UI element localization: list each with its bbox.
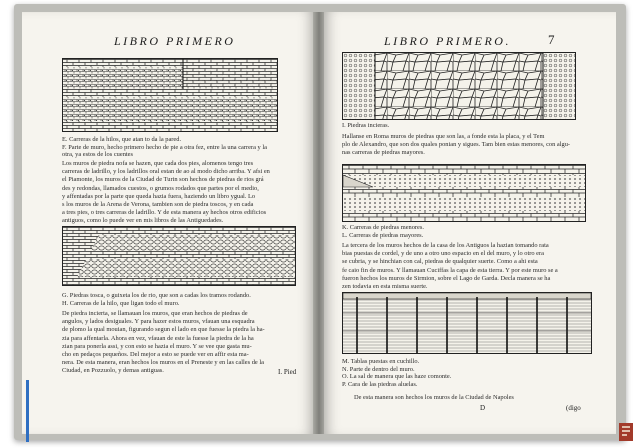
caption-k-l: K. Carreras de piedras menores. L. Carreras de piedras mayores. <box>342 224 424 239</box>
woodcut-masonry-wall-1 <box>62 58 278 132</box>
publisher-logo-icon <box>618 422 634 442</box>
woodcut-layered-wall <box>342 164 586 222</box>
open-book <box>14 4 626 440</box>
caption-g-h: G. Piedras tosca, o guixeta los de rio, que son a cadas los tramos rodando. H. Carreras de la hilo, que ligan todo el muro. <box>62 292 251 307</box>
caption-i: I. Piedras incieras. <box>342 122 390 129</box>
woodcut-plank-wall <box>342 292 592 354</box>
page-number: 7 <box>548 32 555 47</box>
left-paragraph-1: Los muros de piedra nofa se hazen, que cada dos pies, alomenos tengo tres carreras de ladrillo, y los ladrillos oral estan de ao al modo dicho arriba. Y afsi en el Piamonte, los muros de la Ciudad de Turin son hechos de piedras de rios grá des y redondas, llamados cuestos, o grumos rodados que partes por el medio, y affentadas por la parte que queda hazia fuera, haziendo un libro ygual. Lo s los muros de la Arena de Verona, tambien son de piedra toscos, y en cada a tres pies, o tres carreras de ladrillo. Y de esta manera ay hechos otros edificios antiguos, como lo puede ver en mis libros de las Antiguedades. <box>62 160 270 225</box>
left-catchword: I. Pied <box>278 368 297 376</box>
right-paragraph-1: Hallanse en Roma muros de piedras que son las, a fonde esta la placa, y el Tem plo de Alexandro, que son dos quales ponian y sigues. Tam bien estas menores, con algu- nas carreras de piedras mayores. <box>342 133 571 157</box>
bookmark-ribbon <box>26 380 29 442</box>
woodcut-masonry-wall-2 <box>62 226 296 286</box>
right-catchword: (digo <box>566 404 581 412</box>
right-paragraph-3: De esta manera son hechos los muros de la Ciudad de Napoles <box>354 394 514 401</box>
signature-mark: D <box>480 404 486 412</box>
woodcut-polygonal-wall <box>342 52 576 120</box>
right-running-head: LIBRO PRIMERO. <box>384 34 511 48</box>
left-paragraph-2: De piedra incierta, se llamauan los muros, que eran hechos de piedras de angulos, y lados desiguales. Y para hazer estos muros, vfauan una esquadra de plomo la qual mouian, figurando segun el lado en que fuesse la piedra la ha- zia para affentarla. Ahora en vez, vfauan de este la fuesse la piedra de la ha zian para ponerla assi, y con esto se hazia el muro. Y se vee que gasta mu- cho en pedaços pequeños. Del mejor a esto se puede ver en affir esta ma- nera. De esta manera, eran hechos los muros en el Preneste y en las calles de la Ciudad, en Pozzuolo, y demas antiguas. <box>62 310 265 375</box>
right-page <box>324 12 616 434</box>
left-running-head: LIBRO PRIMERO <box>114 34 236 48</box>
caption-e-f: E. Carreras de la hilos, que atan to da la pared. F. Parte de muro, hecho primero hecho de pie a otra fez, entre la una carrera y la otra, ya estos de los cuentes <box>62 136 267 159</box>
left-page <box>22 12 314 434</box>
right-paragraph-2: La tercera de los muros hechos de la casa de los Antiguos la hazian tomando rata bias puestas de cordel, y de uno a otro uno espacio en el del muro, y lo otro era se cubria, y se hinchian con cal, piedras de qualquier suerte. Como a ahi esta fe caio fin de muros. Y llamauan Cuciffas la capa de esta tierra. Y por este muro se a fueron hechos los muros de Sirmion, sobre el Lago de Garda. Decla manera se ha zen todavia en esta misma suerte. <box>342 242 558 291</box>
caption-m-n-o-p: M. Tablas puestas en cuchillo. N. Parte de dentro del muro. O. La sal de manera que las haze comonte. P. Cara de las piedras aluelas. <box>342 358 452 388</box>
